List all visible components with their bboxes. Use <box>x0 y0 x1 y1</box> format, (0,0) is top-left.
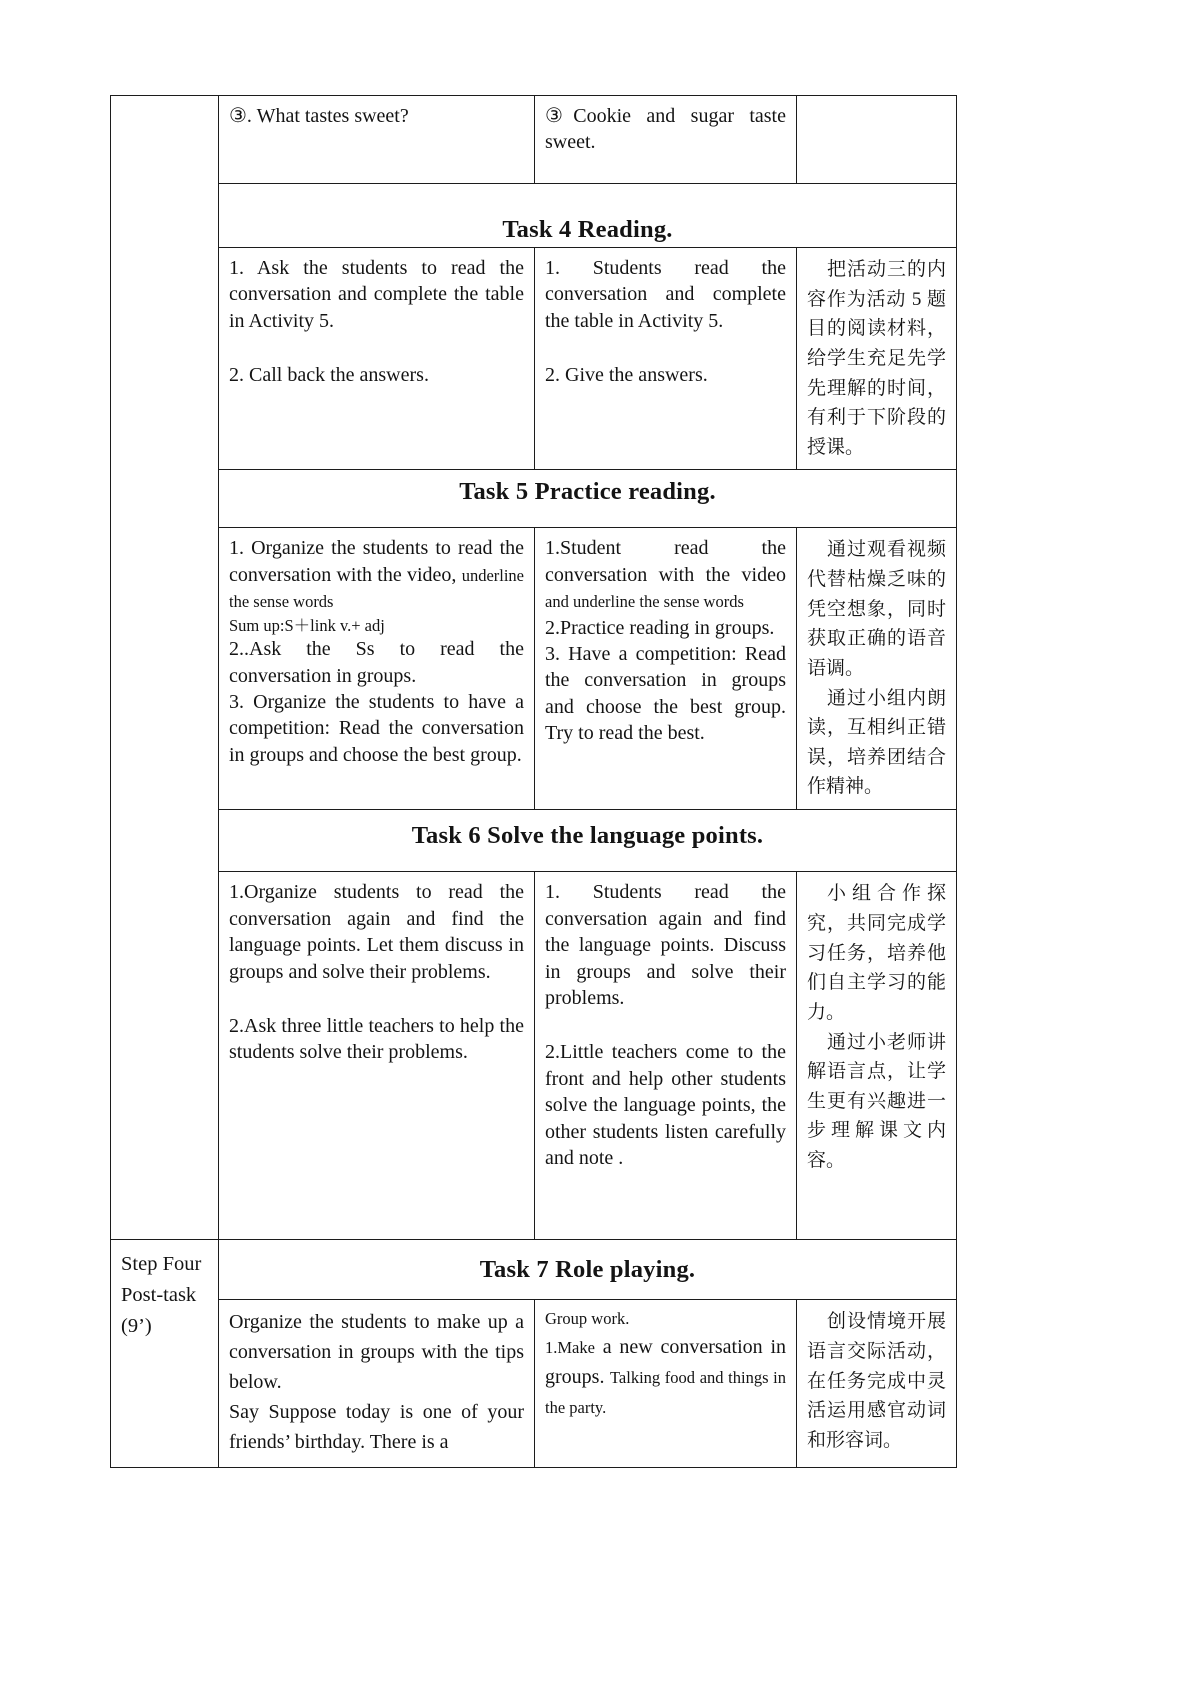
task5-students-l1-main: 1.Student read the conversation with the video <box>545 537 786 586</box>
task4-purpose-p1: 把活动三的内容作为活动 5 题目的阅读材料，给学生充足先学先理解的时间，有利于下阶段的授课。 <box>807 259 946 458</box>
task7-purpose-p1: 创设情境开展语言交际活动，在任务完成中灵活运用感官动词和形容词。 <box>807 1311 946 1451</box>
task6-header-text: Task 6 Solve the language points. <box>411 822 764 850</box>
teacher-cell-sweet <box>219 96 535 184</box>
task7-students-cell <box>535 1300 797 1468</box>
row-task6-content <box>111 872 957 1240</box>
row-task7-content <box>111 1300 957 1468</box>
purpose-cell-sweet <box>797 96 957 184</box>
task5-purpose-cell <box>797 528 957 810</box>
task6-students-p1: 1. Students read the conversation again and find the language points. Discuss in groups and solve their problems. <box>545 881 786 1009</box>
step-four-line1: Step Four <box>121 1253 202 1276</box>
task5-teacher-l4: 3. Organize the students to have a competition: Read the conversation in groups and choose the best group. <box>229 691 524 766</box>
task5-teacher-l1-small: underline the sense words <box>229 565 524 612</box>
teacher-question-text: ③. What tastes sweet? <box>229 105 409 127</box>
step-four-line2: Post-task <box>121 1284 197 1307</box>
task7-header <box>219 1240 957 1300</box>
row-task5-header <box>111 470 957 528</box>
task5-purpose-p2: 通过小组内朗读，互相纠正错误，培养团结合作精神。 <box>807 687 946 798</box>
task4-teacher-p2: 2. Call back the answers. <box>229 364 429 387</box>
task4-teacher-cell <box>219 248 535 470</box>
task7-students-p2 <box>545 1332 786 1422</box>
step-four-line3: (9’) <box>121 1314 152 1337</box>
task4-header-text: Task 4 Reading. <box>502 216 673 243</box>
task5-students-l2: 2.Practice reading in groups. <box>545 616 775 639</box>
task4-teacher-p1: 1. Ask the students to read the conversation and complete the table in Activity 5. <box>229 257 524 332</box>
task5-header-text: Task 5 Practice reading. <box>459 478 716 506</box>
task6-teacher-p2: 2.Ask three little teachers to help the students solve their problems. <box>229 1014 524 1064</box>
row-task6-header <box>111 810 957 872</box>
task6-header <box>219 810 957 872</box>
task5-teacher-cell <box>219 528 535 810</box>
task5-students-cell <box>535 528 797 810</box>
task6-purpose-p1: 小组合作探究，共同完成学习任务，培养他们自主学习的能力。 <box>807 883 946 1023</box>
students-cell-sweet <box>535 96 797 184</box>
task7-students-p2a: 1.Make <box>545 1338 595 1358</box>
task6-purpose-p2: 通过小老师讲解语言点，让学生更有兴趣进一步理解课文内容。 <box>807 1031 946 1171</box>
task7-students-p2b: a new conversation <box>602 1336 763 1359</box>
task5-teacher-l1 <box>229 535 524 614</box>
task4-students-p1: 1. Students read the conversation and complete the table in Activity 5. <box>545 257 786 332</box>
task7-teacher-p2: Say Suppose today is one of your friends’ birthday. There is a <box>229 1401 524 1454</box>
task4-purpose-cell <box>797 248 957 470</box>
step-four-cell <box>111 1240 219 1468</box>
students-answer-text: ③Cookie and sugar taste sweet. <box>545 105 786 154</box>
step-column-empty-cell <box>111 96 219 1240</box>
task5-students-l1 <box>545 535 786 614</box>
task6-students-p2: 2.Little teachers come to the front and help other students solve the language points, the other students listen carefully and note . <box>545 1041 786 1169</box>
task7-purpose-cell <box>797 1300 957 1468</box>
task7-students-groupwork: Group work. <box>545 1309 630 1329</box>
lesson-plan-table <box>110 95 957 1468</box>
task7-header-text: Task 7 Role playing. <box>479 1255 696 1283</box>
task4-students-cell <box>535 248 797 470</box>
task5-purpose-p1: 通过观看视频代替枯燥乏味的凭空想象，同时获取正确的语音语调。 <box>807 539 946 679</box>
row-task4-header <box>111 184 957 248</box>
task4-header <box>219 184 957 248</box>
row-task5-content <box>111 528 957 810</box>
task7-students-p2c: in groups. <box>545 1336 787 1389</box>
task5-students-l1-small: and underline the sense words <box>545 592 744 612</box>
task6-students-cell <box>535 872 797 1240</box>
task6-teacher-cell <box>219 872 535 1240</box>
task7-students-p2d: Talking food and things in the party. <box>545 1368 786 1418</box>
row-task4-content <box>111 248 957 470</box>
task5-teacher-sumup: Sum up:S＋link v.+ adj <box>229 615 385 635</box>
task7-teacher-cell <box>219 1300 535 1468</box>
task6-purpose-cell <box>797 872 957 1240</box>
task5-teacher-l3: 2..Ask the Ss to read the conversation in groups. <box>229 638 524 687</box>
task5-teacher-l1-main: 1. Organize the students to read the conversation with the video, <box>229 537 524 586</box>
task5-students-l3: 3. Have a competition: Read the conversation in groups and choose the best group. Try to read the best. <box>545 642 786 745</box>
task4-students-p2: 2. Give the answers. <box>545 364 708 387</box>
task5-header <box>219 470 957 528</box>
row-sense-question <box>111 96 957 184</box>
row-task7-header <box>111 1240 957 1300</box>
task7-teacher-p1: Organize the students to make up a conversation in groups with the tips below. <box>229 1311 524 1394</box>
task6-teacher-p1: 1.Organize students to read the conversation again and find the language points. Let them discuss in groups and solve their problems. <box>229 881 524 983</box>
